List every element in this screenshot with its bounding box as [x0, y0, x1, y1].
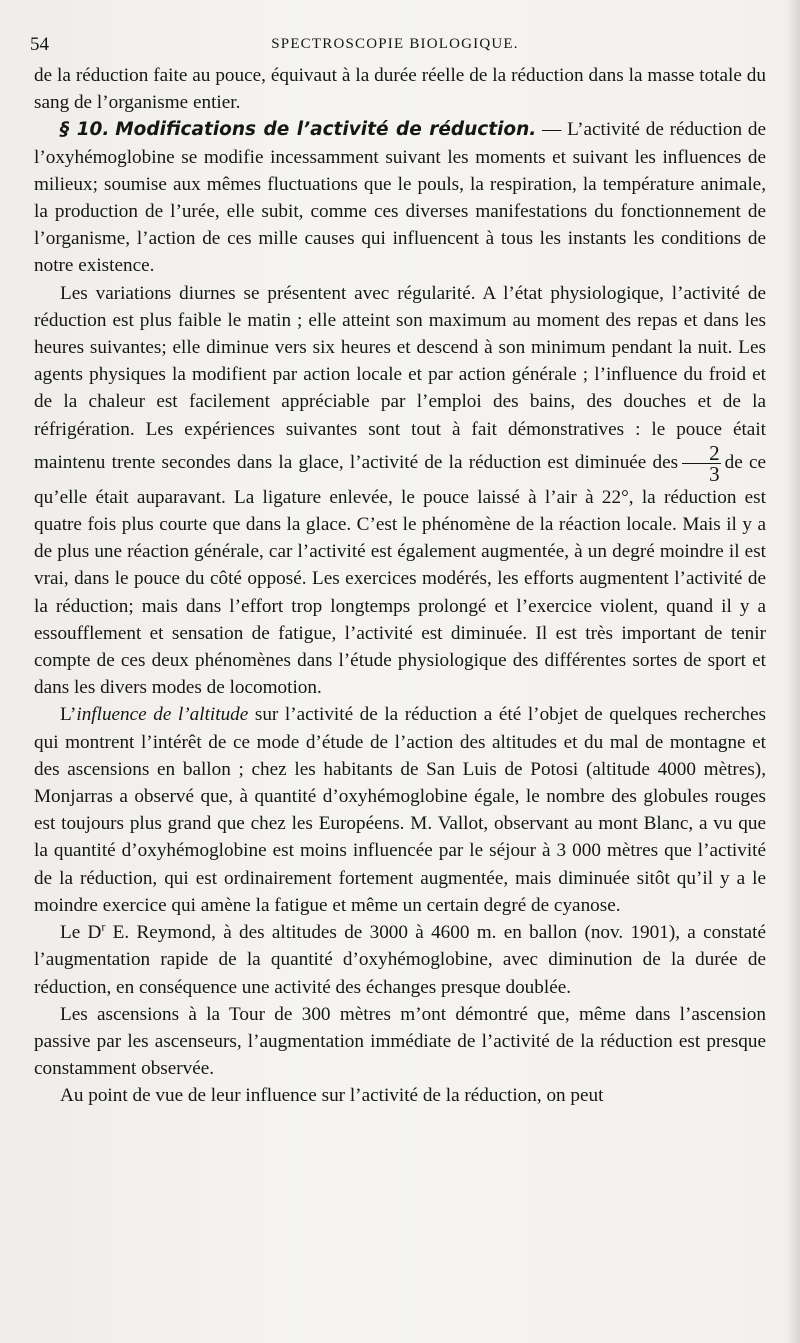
- paragraph-tour: [34, 1001, 766, 1083]
- page-edge-shadow: [786, 0, 800, 1343]
- italic-phrase: influence de l’altitude: [76, 704, 249, 726]
- paragraph-text: sur l’activité de la réduction a été l’objet de quelques recherches qui montrent l’intérêt de ce mode d’étude de l’action des altitudes et du mal de montagne et des ascensions en ballon ; chez les habitants de San Luis de Potosi (altitude 4000 mètres), Monjarras a observé que, à quantité d’oxyhémoglobine égale, le nombre des globules rouges est toujours plus grand que chez les Européens. M. Vallot, observant au mont Blanc, a vu que la quantité d’oxyhémoglobine est moins influencée par le séjour à 3 000 mètres que l’activité de la réduction, qui est ordinairement fortement augmentée, mais diminuée sitôt qu’il y a le moindre exercice qui amène la fatigue et même un certain degré de cyanose.: [34, 704, 766, 916]
- section-heading: Modifications de l’activité de réduction.: [115, 119, 537, 141]
- paragraph-altitude: [34, 701, 766, 919]
- paragraph-text: Le D: [60, 922, 102, 944]
- fraction-numerator: 2: [682, 443, 721, 464]
- paragraph-text: L’: [60, 704, 77, 726]
- paragraph-section-10: [34, 116, 766, 279]
- paragraph-reymond: [34, 919, 766, 1001]
- page-number: 54: [30, 34, 49, 55]
- fraction-denominator: 3: [709, 461, 720, 486]
- fraction-two-thirds: [682, 440, 721, 486]
- paragraph-text: Les ascensions à la Tour de 300 mètres m’ont démontré que, même dans l’ascension passive par les ascenseurs, l’augmentation immédiate de l’activité de la réduction est presque constamment observée.: [34, 1003, 766, 1080]
- paragraph-continuation: [34, 62, 766, 116]
- superscript: r: [101, 919, 106, 934]
- paragraph-text: de la réduction faite au pouce, équivaut à la durée réelle de la réduction dans la masse totale du sang de l’organisme entier.: [34, 65, 766, 114]
- paragraph-text: — L’activité de réduction de l’oxyhémoglobine se modifie incessamment suivant les moments et suivant les influences de milieux; soumise aux mêmes fluctuations que le pouls, la respiration, la température animale, la production de l’urée, elle subit, comme ces diverses manifestations du fonctionnement de l’organisme, l’action de ces mille causes qui influencent à tous les instants les conditions de notre existence.: [34, 119, 767, 277]
- page-header: [30, 34, 760, 58]
- running-title: SPECTROSCOPIE BIOLOGIQUE.: [271, 36, 519, 52]
- paragraph-diurnal-variations: [34, 280, 766, 702]
- paragraph-final: [34, 1082, 766, 1109]
- section-number: § 10.: [60, 119, 110, 141]
- paragraph-text: Au point de vue de leur influence sur l’activité de la réduction, on peut: [60, 1085, 604, 1107]
- paragraph-text: E. Reymond, à des altitudes de 3000 à 4600 m. en ballon (nov. 1901), a constaté l’augmentation rapide de la quantité d’oxyhémoglobine, avec diminution de la durée de réduction, en conséquence une activité des échanges presque doublée.: [34, 922, 766, 998]
- page-body: [34, 62, 766, 1110]
- paragraph-text: Les variations diurnes se présentent avec régularité. A l’état physiologique, l’activité de réduction est plus faible le matin ; elle atteint son maximum au moment des repas et dans les heures suivantes; elle diminue vers six heures et descend à son minimum pendant la nuit. Les agents physiques la modifient par action locale et par action générale ; l’influence du froid et de la chaleur est facilement appréciable par l’emploi des bains, des douches et de la réfrigération. Les expériences suivantes sont tout à fait démonstratives : le pouce était maintenu trente secondes dans la glace, l’activité de la réduction est diminuée des: [34, 282, 766, 473]
- paragraph-text: de ce qu’elle était auparavant. La ligature enlevée, le pouce laissé à l’air à 22°, la réduction est quatre fois plus courte que dans la glace. C’est le phénomène de la réaction locale. Mais il y a de plus une réaction générale, car l’activité est également augmentée, à un degré moindre il est vrai, dans le pouce du côté opposé. Les exercices modérés, les efforts augmentent l’activité de la réduction; mais dans l’effort trop longtemps prolongé et l’exercice violent, quand il y a essoufflement et sensation de fatigue, l’activité est diminuée. Il est très important de tenir compte de ces deux phénomènes dans l’étude physiologique des différentes sortes de sport et dans les divers modes de locomotion.: [34, 451, 766, 699]
